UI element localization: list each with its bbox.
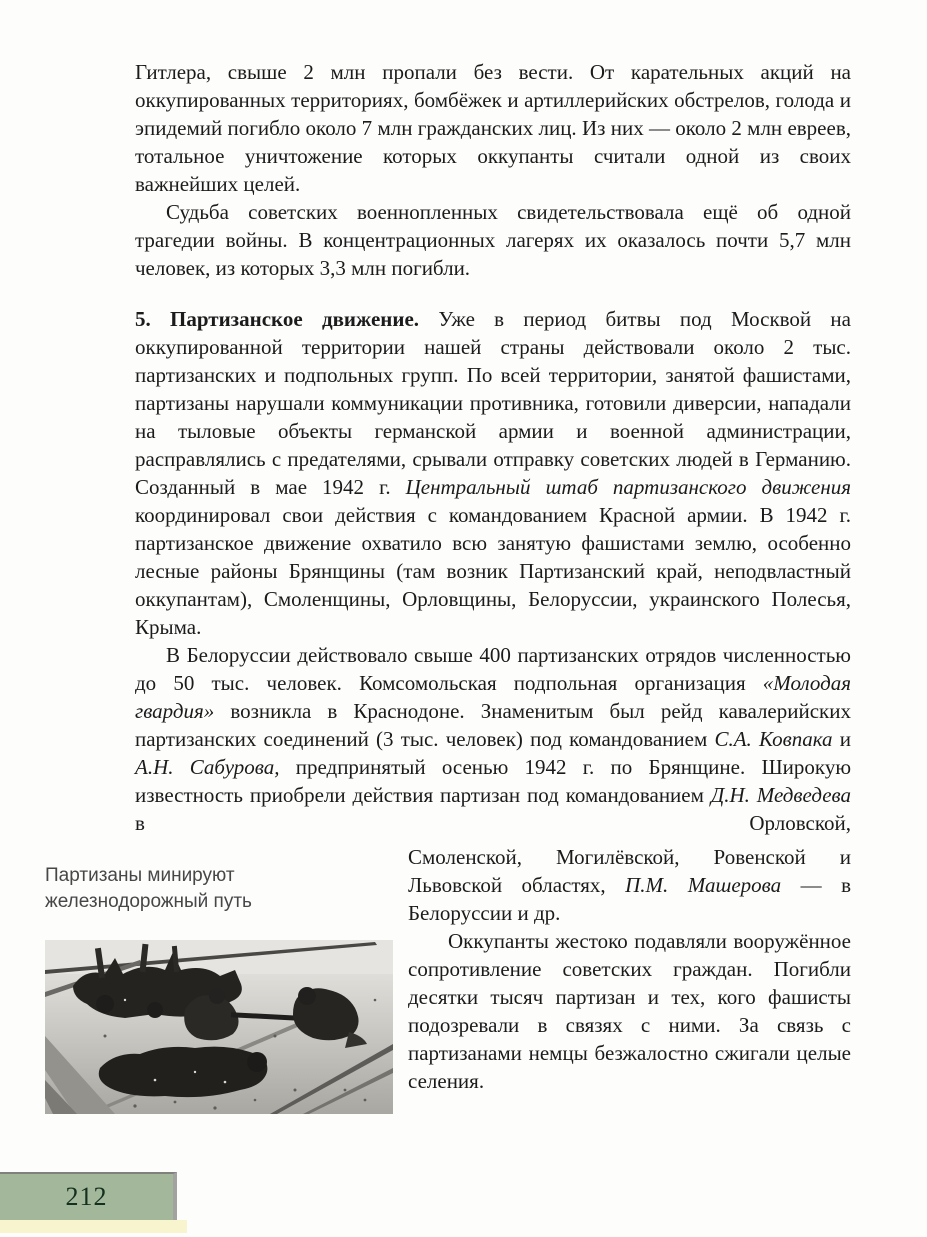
paragraph [408,843,851,927]
text-run: — в Белоруссии и др. [408,873,852,925]
italic-run: П.М. Машерова [625,873,782,897]
text-run: и [832,727,851,751]
text-run: Судьба советских военнопленных свидетельствовала ещё об одной трагедии войны. В концентрационных лагерях их оказалось почти 5,7 млн человек, из которых 3,3 млн погибли. [135,200,851,280]
partisans-photo [45,940,393,1114]
text-run: Гитлера, свыше 2 млн пропали без вести. От карательных акций на оккупированных территориях, бомбёжек и артиллерийских обстрелов, голода и эпидемий погибло около 7 млн гражданских лиц. Из них — около 2 млн евреев, тотальное уничтожение которых оккупанты считали одной из своих важнейших целей. [135,60,851,196]
text-run: В Белоруссии действовало свыше 400 партизанских отрядов численностью до 50 тыс. человек. Комсомольская подпольная организация [135,643,851,695]
italic-run: А.Н. Сабурова, [135,755,280,779]
footer-strip [0,1220,187,1233]
italic-run: С.А. Ковпака [714,727,833,751]
italic-run: Центральный штаб партизанского движения [405,475,851,499]
main-text-block [135,58,851,837]
page-number-box [0,1172,177,1220]
italic-run: Д.Н. Медведева [710,783,851,807]
paragraph [135,198,851,282]
wrapped-text-block [408,843,851,1095]
paragraph [135,58,851,198]
figure-and-text-row [45,843,851,1114]
text-run: Уже в период битвы под Москвой на оккупированной территории нашей страны действовали около 2 тыс. партизанских и подпольных групп. По всей территории, занятой фашистами, партизаны нарушали коммуникации противника, готовили диверсии, нападали на тыловые объекты германской армии и военной администрации, расправлялись с предателями, срывали отправку советских людей в Германию. Созданный в мае 1942 г. [135,307,851,499]
text-run: Оккупанты жестоко подавляли вооружённое сопротивление советских граждан. Погибли десятки тысяч партизан и тех, кого фашисты подозревали в связях с ними. За связь с партизанами немцы безжалостно сжигали целые селения. [408,929,851,1093]
text-run: в Орловской, [135,811,851,835]
page-number: 212 [65,1182,108,1211]
paragraph [135,305,851,641]
figure-block [45,843,408,1114]
italic-run: «Молодая гвардия» [135,671,851,723]
text-run: предпринятый осенью 1942 г. по Брянщине. Широкую известность приобрели действия партизан под командованием [135,755,852,807]
paragraph [408,927,851,1095]
paragraph [135,641,851,837]
text-run: координировал свои действия с командованием Красной армии. В 1942 г. партизанское движение охватило всю занятую фашистами землю, особенно лесные районы Брянщины (там возник Партизанский край, неподвластный оккупантам), Смоленщины, Орловщины, Белоруссии, украинского Полесья, Крыма. [135,503,851,639]
text-run: возникла в Краснодоне. Знаменитым был рейд кавалерийских партизанских соединений (3 тыс. человек) под командованием [135,699,851,751]
partisans-photo-illustration [45,940,393,1114]
text-run: Смоленской, Могилёвской, Ровенской и Львовской областях, [408,845,851,897]
bold-run: 5. Партизанское движение. [135,307,420,331]
figure-caption: Партизаны минируют железнодорожный путь [45,865,252,912]
page-content [45,58,851,1114]
